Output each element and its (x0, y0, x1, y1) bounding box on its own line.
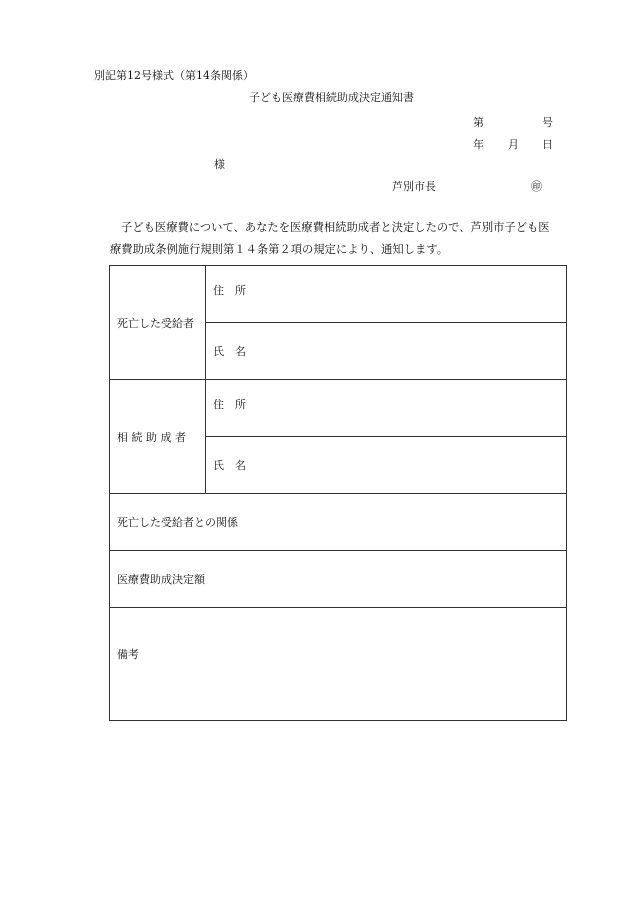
deceased-name-field[interactable]: 氏 名 (206, 323, 567, 380)
issuer: 芦別市長 (392, 180, 436, 193)
form-id: 別記第12号様式（第14条関係） (94, 69, 254, 82)
date-month: 月 (508, 138, 519, 151)
seal-mark: ㊞ (531, 180, 542, 193)
heir-name-field[interactable]: 氏 名 (206, 437, 567, 494)
date-day: 日 (542, 138, 553, 151)
subsidy-amount-field[interactable]: 医療費助成決定額 (110, 551, 567, 608)
heir-label: 相 続 助 成 者 (110, 380, 206, 494)
date-year: 年 (473, 138, 484, 151)
document-title: 子ども医療費相続助成決定通知書 (249, 91, 414, 104)
body-line-1: 子ども医療費について、あなたを医療費相続助成者と決定したので、芦別市子ども医 (121, 221, 550, 234)
deceased-recipient-label: 死亡した受給者 (110, 266, 206, 380)
number-suffix: 号 (542, 116, 553, 129)
recipient-suffix: 様 (214, 158, 225, 171)
relationship-field[interactable]: 死亡した受給者との関係 (110, 494, 567, 551)
info-table (109, 265, 567, 721)
heir-address-field[interactable]: 住 所 (206, 380, 567, 437)
number-prefix: 第 (473, 116, 484, 129)
deceased-address-field[interactable]: 住 所 (206, 266, 567, 323)
body-line-2: 療費助成条例施行規則第１４条第２項の規定により、通知します。 (110, 243, 449, 256)
remarks-field[interactable]: 備考 (110, 608, 567, 721)
